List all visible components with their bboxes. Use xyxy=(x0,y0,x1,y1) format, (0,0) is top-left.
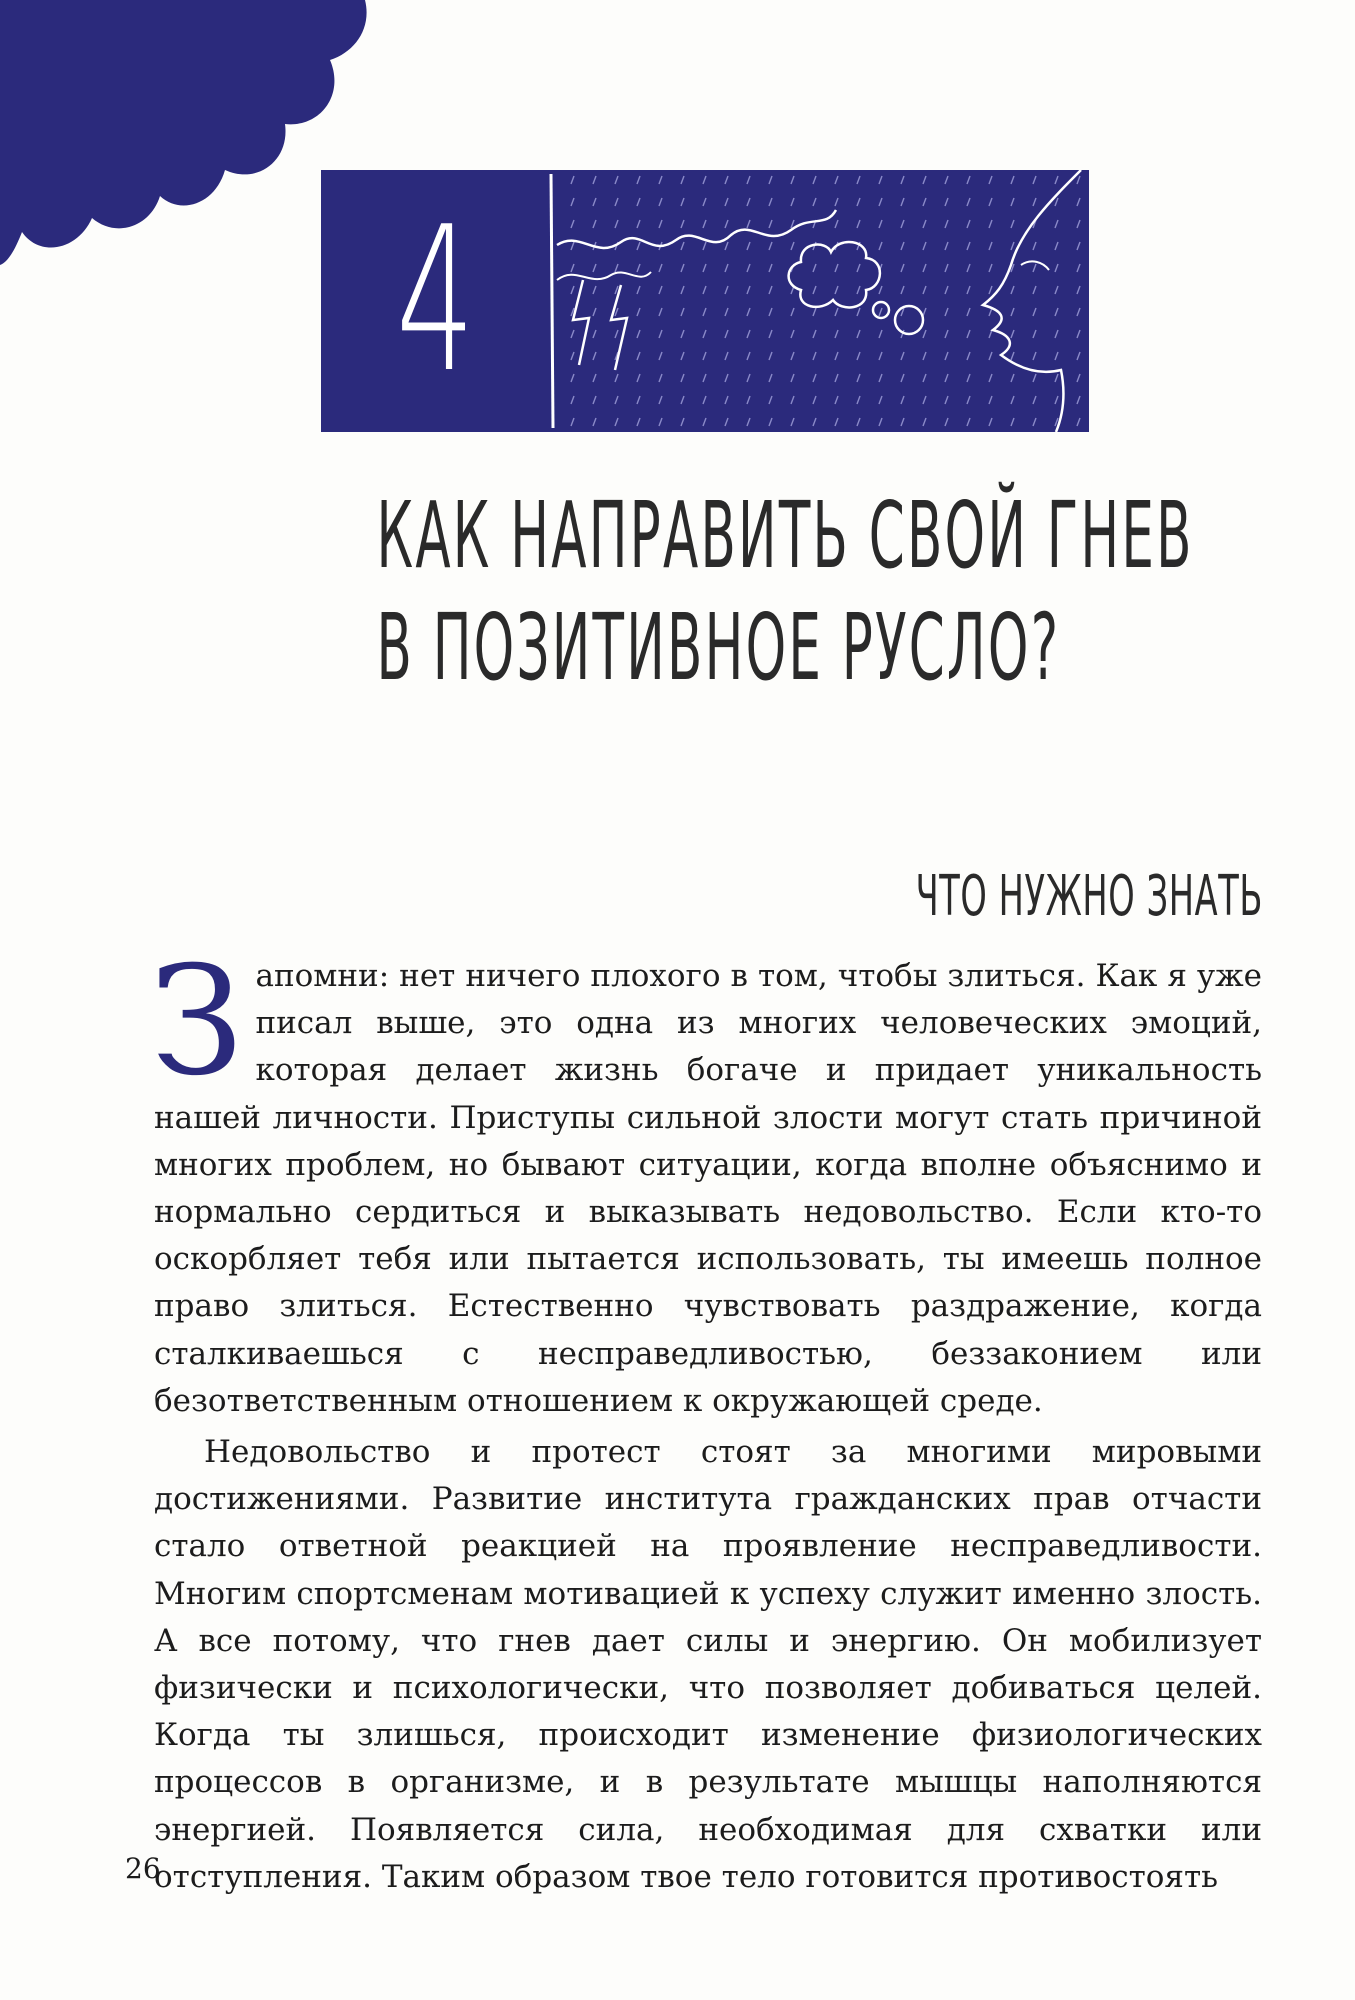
paragraph-2: Недовольство и протест стоят за многими мировыми достижениями. Развитие института гражданских прав отчасти стало ответной реакцией на проявление несправедливости. Многим спортсменам мотивацией к успеху служит именно злость. А все потому, что гнев дает силы и энергию. Он мобилизует физически и психологически, что позволяет добиваться целей. Когда ты злишься, происходит изменение физиологических процессов в организме, и в результате мышцы наполняются энергией. Появляется сила, необходимая для схватки или отступления. Таким образом твое тело готовится противостоять xyxy=(154,1434,1262,1895)
drop-cap: З xyxy=(150,935,244,1109)
chapter-title-line-2: В ПОЗИТИВНОЕ РУСЛО? xyxy=(376,594,1061,701)
chapter-title xyxy=(140,480,1215,704)
chapter-title-line-1: КАК НАПРАВИТЬ СВОЙ ГНЕВ xyxy=(376,482,1194,589)
paragraph-1-text: апомни: нет ничего плохого в том, чтобы злиться. Как я уже писал выше, это одна из многих человеческих эмоций, которая делает жизнь богаче и придает уникальность нашей личности. Приступы сильной злости могут стать причиной многих проблем, но бывают ситуации, когда вполне объяснимо и нормально сердиться и выказывать недовольство. Если кто-то оскорбляет тебя или пытается использовать, ты имеешь полное право злиться. Естественно чувствовать раздражение, когда сталкиваешься с несправедливостью, беззаконием или безответственным отношением к окружающей среде. xyxy=(154,958,1262,1419)
page-number: 26 xyxy=(125,1852,161,1885)
body-text xyxy=(150,935,1262,1901)
paragraph-1 xyxy=(150,935,1262,1425)
chapter-number: 4 xyxy=(396,184,475,417)
section-heading: ЧТО НУЖНО ЗНАТЬ xyxy=(915,864,1263,929)
